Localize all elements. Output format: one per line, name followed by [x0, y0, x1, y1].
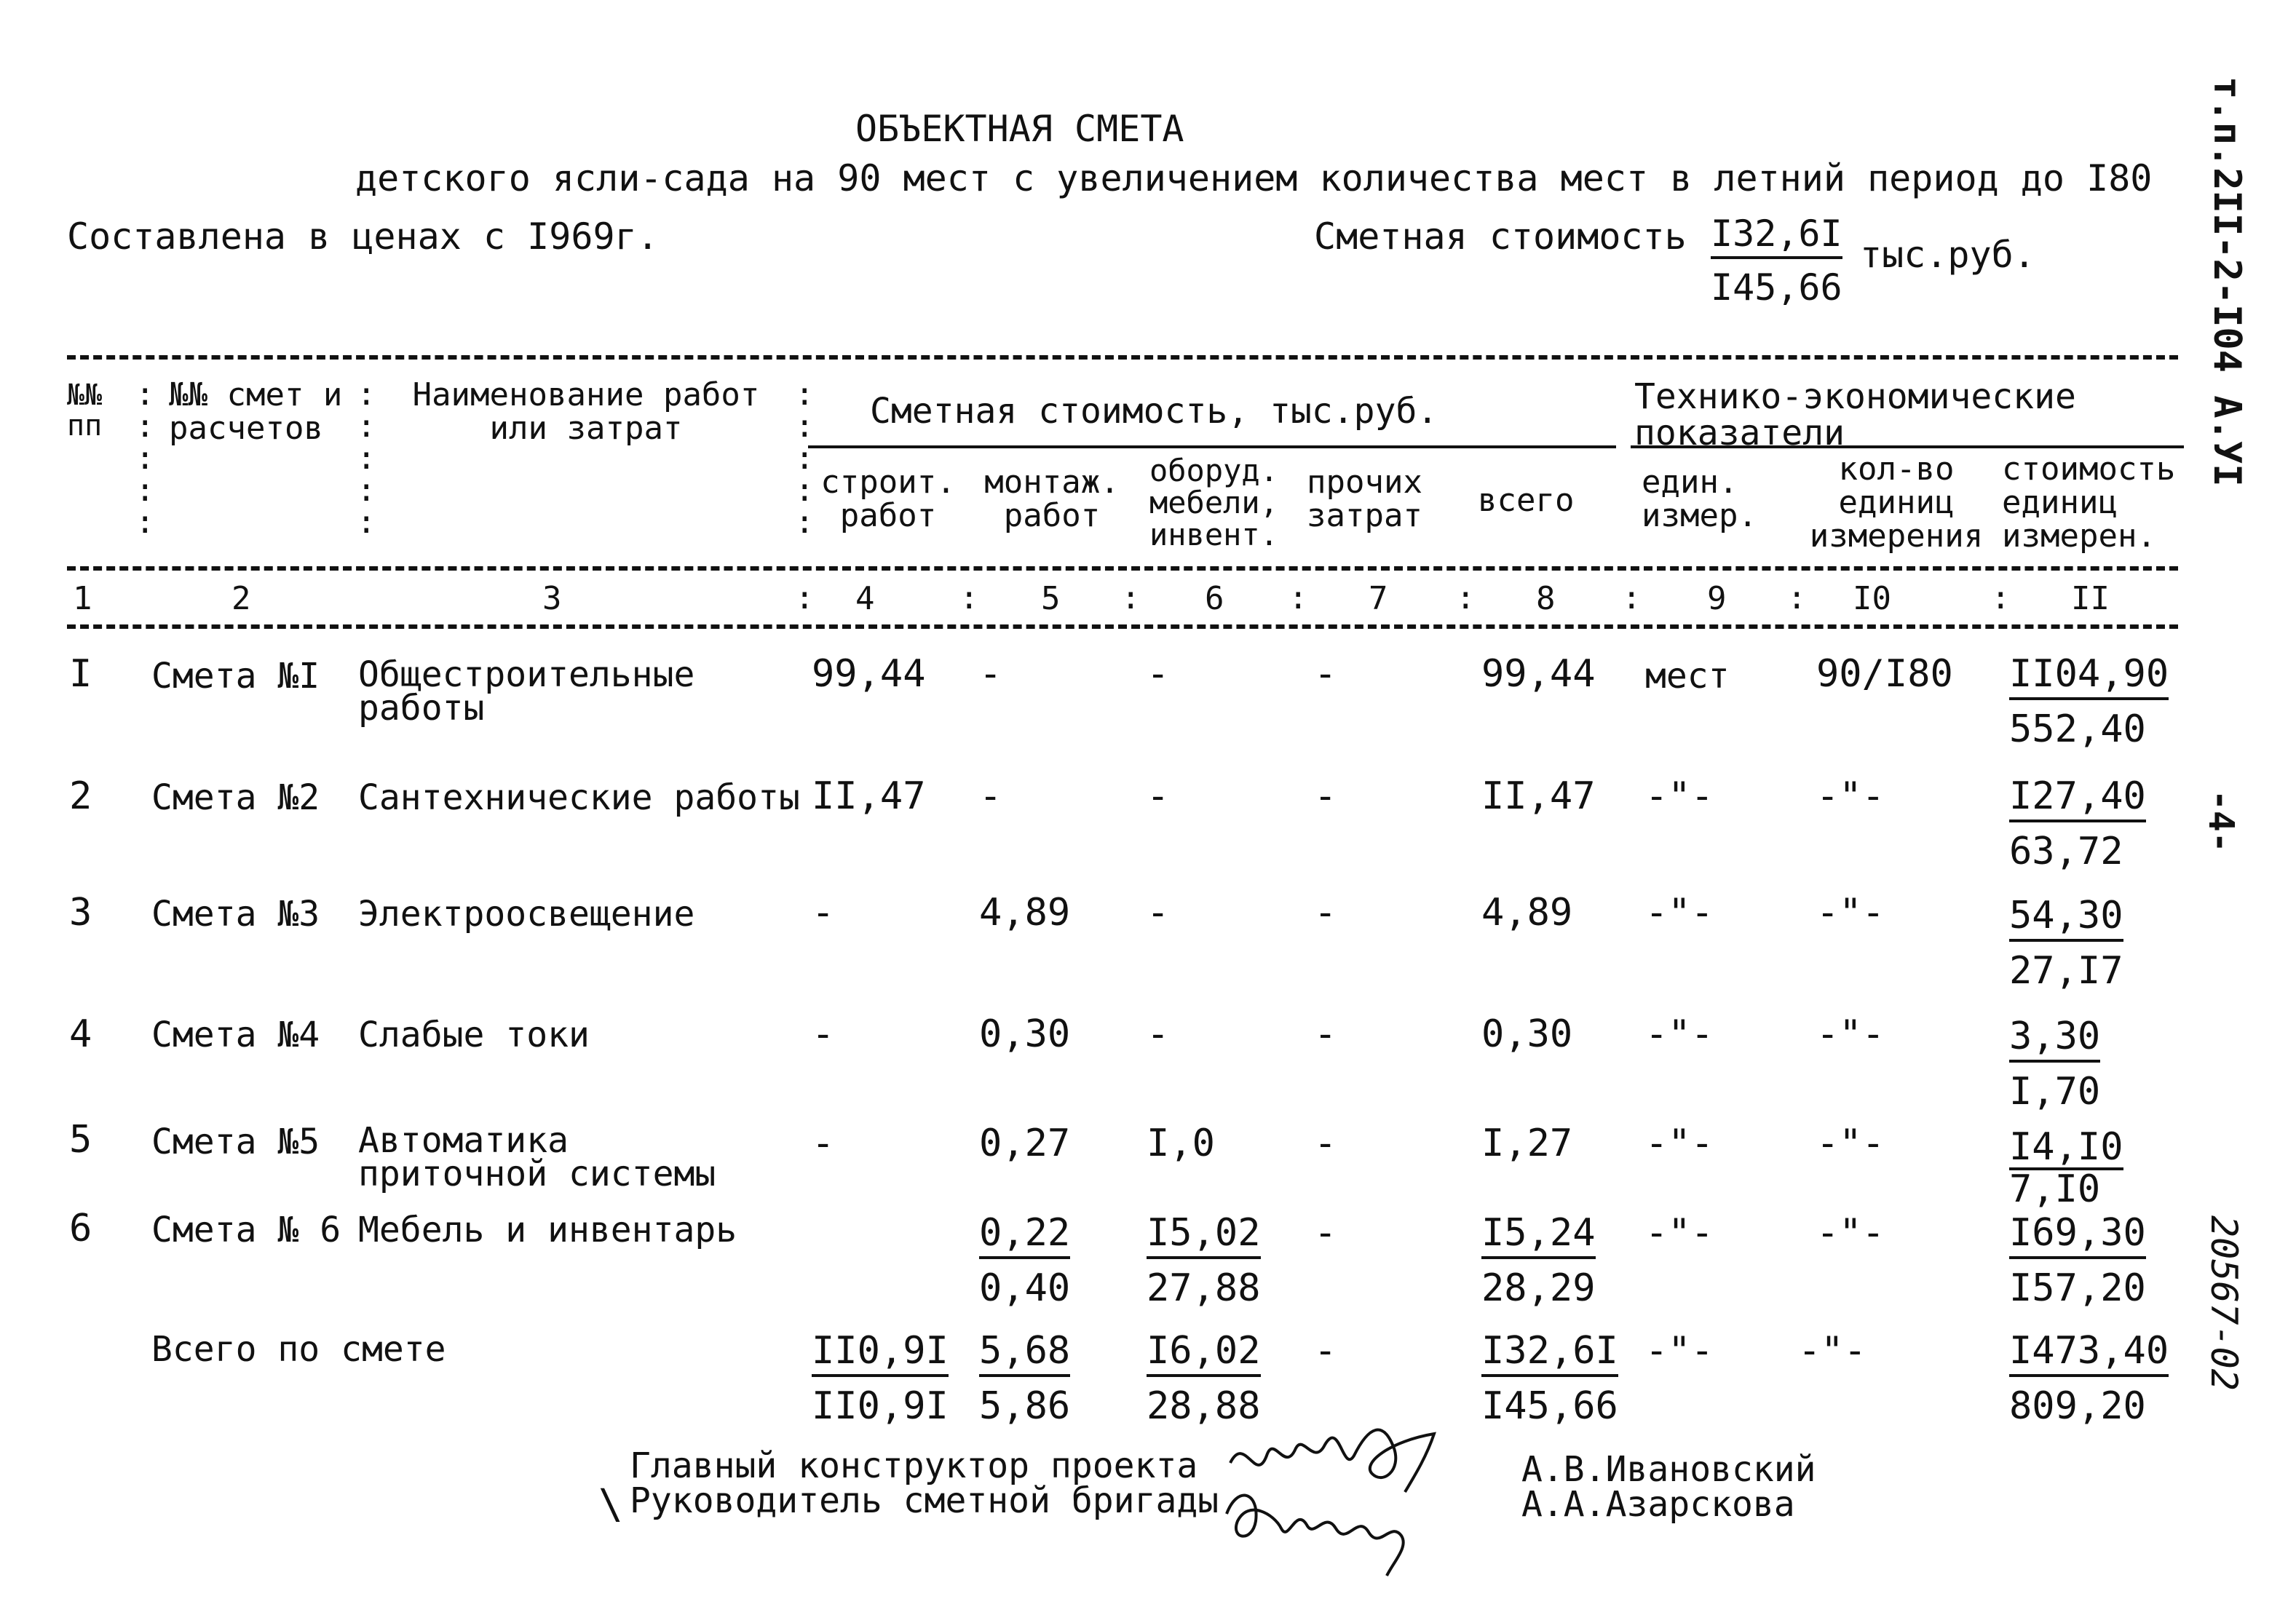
row-equipment: -: [1147, 1012, 1170, 1056]
header-tech-group: Технико-экономические показатели: [1634, 376, 2076, 454]
column-number-rule: [67, 624, 2178, 629]
signature-names: [1521, 1449, 1816, 1525]
column-separator: : : : : :: [357, 376, 376, 541]
signature-block: [630, 1445, 1219, 1521]
row-other: -: [1314, 1211, 1337, 1255]
header-construction: строит. работ: [820, 464, 956, 535]
row-qty: -"-: [1816, 891, 1885, 935]
column-separator: :: [1288, 579, 1308, 616]
column-separator: :: [795, 579, 815, 616]
signature-name-2: А.А.Азарскова: [1521, 1484, 1795, 1525]
column-separator: :: [1991, 579, 2011, 616]
total-construction: [812, 1329, 949, 1428]
header-unit: един. измер.: [1642, 464, 1757, 535]
row-qty: -"-: [1816, 1012, 1885, 1056]
unit-cost-bottom: 552,40: [2009, 707, 2146, 751]
total-total: [1481, 1329, 1618, 1428]
row-number: 6: [69, 1207, 92, 1250]
cost-group-rule: [808, 445, 1616, 448]
header-cost-group: Сметная стоимость, тыс.руб.: [870, 391, 1438, 432]
row-total: [1481, 1211, 1596, 1310]
header-unit-cost: стоимость единиц измерен.: [2002, 451, 2176, 555]
unit-cost-bottom: 63,72: [2009, 830, 2123, 873]
row-number: 4: [69, 1012, 92, 1056]
column-separator: : : : : :: [795, 376, 815, 541]
installation-bottom: 0,40: [979, 1266, 1071, 1310]
document-subtitle: детского ясли-сада на 90 мест с увеличением количества мест в летний период до I80: [355, 157, 2153, 199]
cost-value-bottom: I45,66: [1711, 266, 1842, 309]
row-qty: -"-: [1816, 774, 1885, 818]
unit-cost-bottom: 27,I7: [2009, 949, 2123, 993]
header-installation: монтаж. работ: [984, 464, 1120, 535]
column-number: 4: [855, 580, 875, 617]
row-total: 0,30: [1481, 1012, 1573, 1056]
row-installation: 4,89: [979, 891, 1071, 935]
row-construction: 99,44: [812, 652, 926, 696]
row-unit-cost: [2009, 1211, 2146, 1310]
total-unit-cost-bottom: 809,20: [2009, 1384, 2146, 1428]
row-estimate: Смета №5: [151, 1122, 320, 1162]
header-other: прочих затрат: [1307, 464, 1422, 535]
total-top: I5,24: [1481, 1214, 1596, 1259]
row-unit: -"-: [1645, 1211, 1714, 1255]
unit-cost-bottom: 7,I0: [2009, 1167, 2101, 1211]
row-unit-cost: [2009, 774, 2146, 873]
column-separator: :: [1787, 579, 1807, 616]
row-name: Электроосвещение: [358, 894, 695, 935]
row-other: -: [1314, 891, 1337, 935]
row-name: Слабые токи: [358, 1015, 590, 1055]
total-label: Всего по смете: [151, 1329, 446, 1370]
handwritten-signatures: [1216, 1405, 1463, 1579]
row-construction: II,47: [812, 774, 926, 818]
row-estimate: Смета № 6: [151, 1210, 341, 1250]
total-installation: [979, 1329, 1071, 1428]
total-unit: -"-: [1645, 1329, 1714, 1373]
row-name: Автоматика приточной системы: [358, 1120, 716, 1194]
row-other: -: [1314, 652, 1337, 696]
row-number: I: [69, 652, 92, 696]
signature-bracket: \: [598, 1481, 623, 1528]
row-qty: 90/I80: [1816, 652, 1953, 696]
row-installation: [979, 1211, 1071, 1310]
unit-cost-top: I4,I0: [2009, 1125, 2123, 1169]
unit-cost-bottom: I,70: [2009, 1070, 2101, 1114]
archive-number: 20567-02: [2203, 1215, 2245, 1391]
row-equipment: [1147, 1211, 1261, 1310]
row-equipment: -: [1147, 891, 1170, 935]
unit-cost-bottom: I57,20: [2009, 1266, 2146, 1310]
total-qty: -"-: [1798, 1329, 1867, 1373]
row-name: Сантехнические работы: [358, 777, 800, 818]
row-estimate: Смета №2: [151, 777, 320, 818]
row-number: 5: [69, 1118, 92, 1162]
header-name: Наименование работ или затрат: [412, 376, 760, 448]
row-construction: -: [812, 1122, 835, 1165]
unit-cost-top: II04,90: [2009, 655, 2169, 700]
header-bottom-rule: [67, 566, 2178, 571]
row-installation: -: [979, 652, 1002, 696]
unit-cost-top: I69,30: [2009, 1214, 2146, 1259]
row-unit-cost: [2009, 1125, 2123, 1211]
unit-cost-top: 54,30: [2009, 897, 2123, 942]
total-unit-cost-top: I473,40: [2009, 1332, 2169, 1377]
signature-role-2: Руководитель сметной бригады: [630, 1480, 1219, 1521]
row-total: II,47: [1481, 774, 1596, 818]
column-number: 5: [1041, 580, 1061, 617]
cost-unit: тыс.руб.: [1860, 234, 2035, 276]
row-total: 99,44: [1481, 652, 1596, 696]
row-installation: 0,27: [979, 1122, 1071, 1165]
column-number: I0: [1853, 580, 1891, 617]
column-number: 2: [231, 580, 251, 617]
column-separator: : : : : :: [135, 376, 155, 541]
total-total-bottom: I45,66: [1481, 1384, 1618, 1428]
row-equipment: I,0: [1147, 1122, 1215, 1165]
header-equipment: оборуд. мебели, инвент.: [1149, 453, 1278, 553]
header-estimate: №№ смет и расчетов: [169, 376, 343, 448]
total-installation-bottom: 5,86: [979, 1384, 1071, 1428]
row-qty: -"-: [1816, 1122, 1885, 1165]
total-total-top: I32,6I: [1481, 1332, 1618, 1377]
tech-group-rule: [1631, 445, 2184, 448]
column-number: 7: [1369, 580, 1388, 617]
signature-name-1: А.В.Ивановский: [1521, 1449, 1816, 1490]
header-qty: кол-во единиц измерения: [1809, 451, 1984, 555]
row-other: -: [1314, 774, 1337, 818]
signature-role-1: Главный конструктор проекта: [630, 1445, 1198, 1486]
total-equipment-top: I6,02: [1147, 1332, 1261, 1377]
cost-label: Сметная стоимость: [1314, 215, 1687, 258]
row-name: Общестроительные работы: [358, 654, 695, 729]
column-number: II: [2071, 580, 2110, 617]
header-num: №№ пп: [67, 378, 103, 443]
total-installation-top: 5,68: [979, 1332, 1070, 1377]
row-number: 2: [69, 774, 92, 818]
column-separator: :: [959, 579, 979, 616]
row-name: Мебель и инвентарь: [358, 1210, 737, 1250]
column-number: 3: [542, 580, 562, 617]
row-equipment: -: [1147, 774, 1170, 818]
row-estimate: Смета №I: [151, 656, 320, 697]
total-other: -: [1314, 1329, 1337, 1373]
column-separator: :: [1622, 579, 1642, 616]
total-unit-cost: [2009, 1329, 2169, 1428]
total-equipment-bottom: 28,88: [1147, 1384, 1261, 1428]
table-top-rule: [67, 355, 2178, 360]
equipment-top: I5,02: [1147, 1214, 1261, 1259]
row-qty: -"-: [1816, 1211, 1885, 1255]
row-unit: -"-: [1645, 774, 1714, 818]
equipment-bottom: 27,88: [1147, 1266, 1261, 1310]
row-unit: -"-: [1645, 1122, 1714, 1165]
row-unit-cost: [2009, 1015, 2101, 1114]
installation-top: 0,22: [979, 1214, 1070, 1259]
row-total: I,27: [1481, 1122, 1573, 1165]
row-number: 3: [69, 891, 92, 935]
row-unit-cost: [2009, 652, 2169, 751]
side-code: т.п.2II-2-I04 А.УI: [2205, 76, 2249, 487]
row-construction: -: [812, 891, 835, 935]
cost-value-top: I32,6I: [1711, 215, 1842, 259]
document-title: ОБЪЕКТНАЯ СМЕТА: [855, 108, 1184, 150]
total-construction-bottom: II0,9I: [812, 1384, 949, 1428]
column-separator: :: [1456, 579, 1476, 616]
column-number: 8: [1536, 580, 1556, 617]
total-construction-top: II0,9I: [812, 1332, 949, 1377]
row-unit-cost: [2009, 894, 2123, 993]
unit-cost-top: 3,30: [2009, 1017, 2100, 1063]
row-installation: -: [979, 774, 1002, 818]
row-equipment: -: [1147, 652, 1170, 696]
row-construction: -: [812, 1012, 835, 1056]
column-number: 6: [1205, 580, 1224, 617]
row-estimate: Смета №4: [151, 1015, 320, 1055]
row-unit: -"-: [1645, 891, 1714, 935]
column-separator: :: [1121, 579, 1141, 616]
cost-value: [1711, 213, 1842, 309]
row-installation: 0,30: [979, 1012, 1071, 1056]
row-other: -: [1314, 1012, 1337, 1056]
unit-cost-top: I27,40: [2009, 777, 2146, 822]
total-bottom: 28,29: [1481, 1266, 1596, 1310]
column-number: 9: [1707, 580, 1727, 617]
row-unit: -"-: [1645, 1012, 1714, 1056]
row-estimate: Смета №3: [151, 894, 320, 935]
row-unit: мест: [1645, 656, 1730, 697]
column-number: 1: [73, 580, 92, 617]
row-other: -: [1314, 1122, 1337, 1165]
page-mark: -4-: [2201, 790, 2241, 853]
prices-note: Составлена в ценах с I969г.: [67, 215, 659, 258]
header-total: всего: [1478, 482, 1575, 519]
row-total: 4,89: [1481, 891, 1573, 935]
